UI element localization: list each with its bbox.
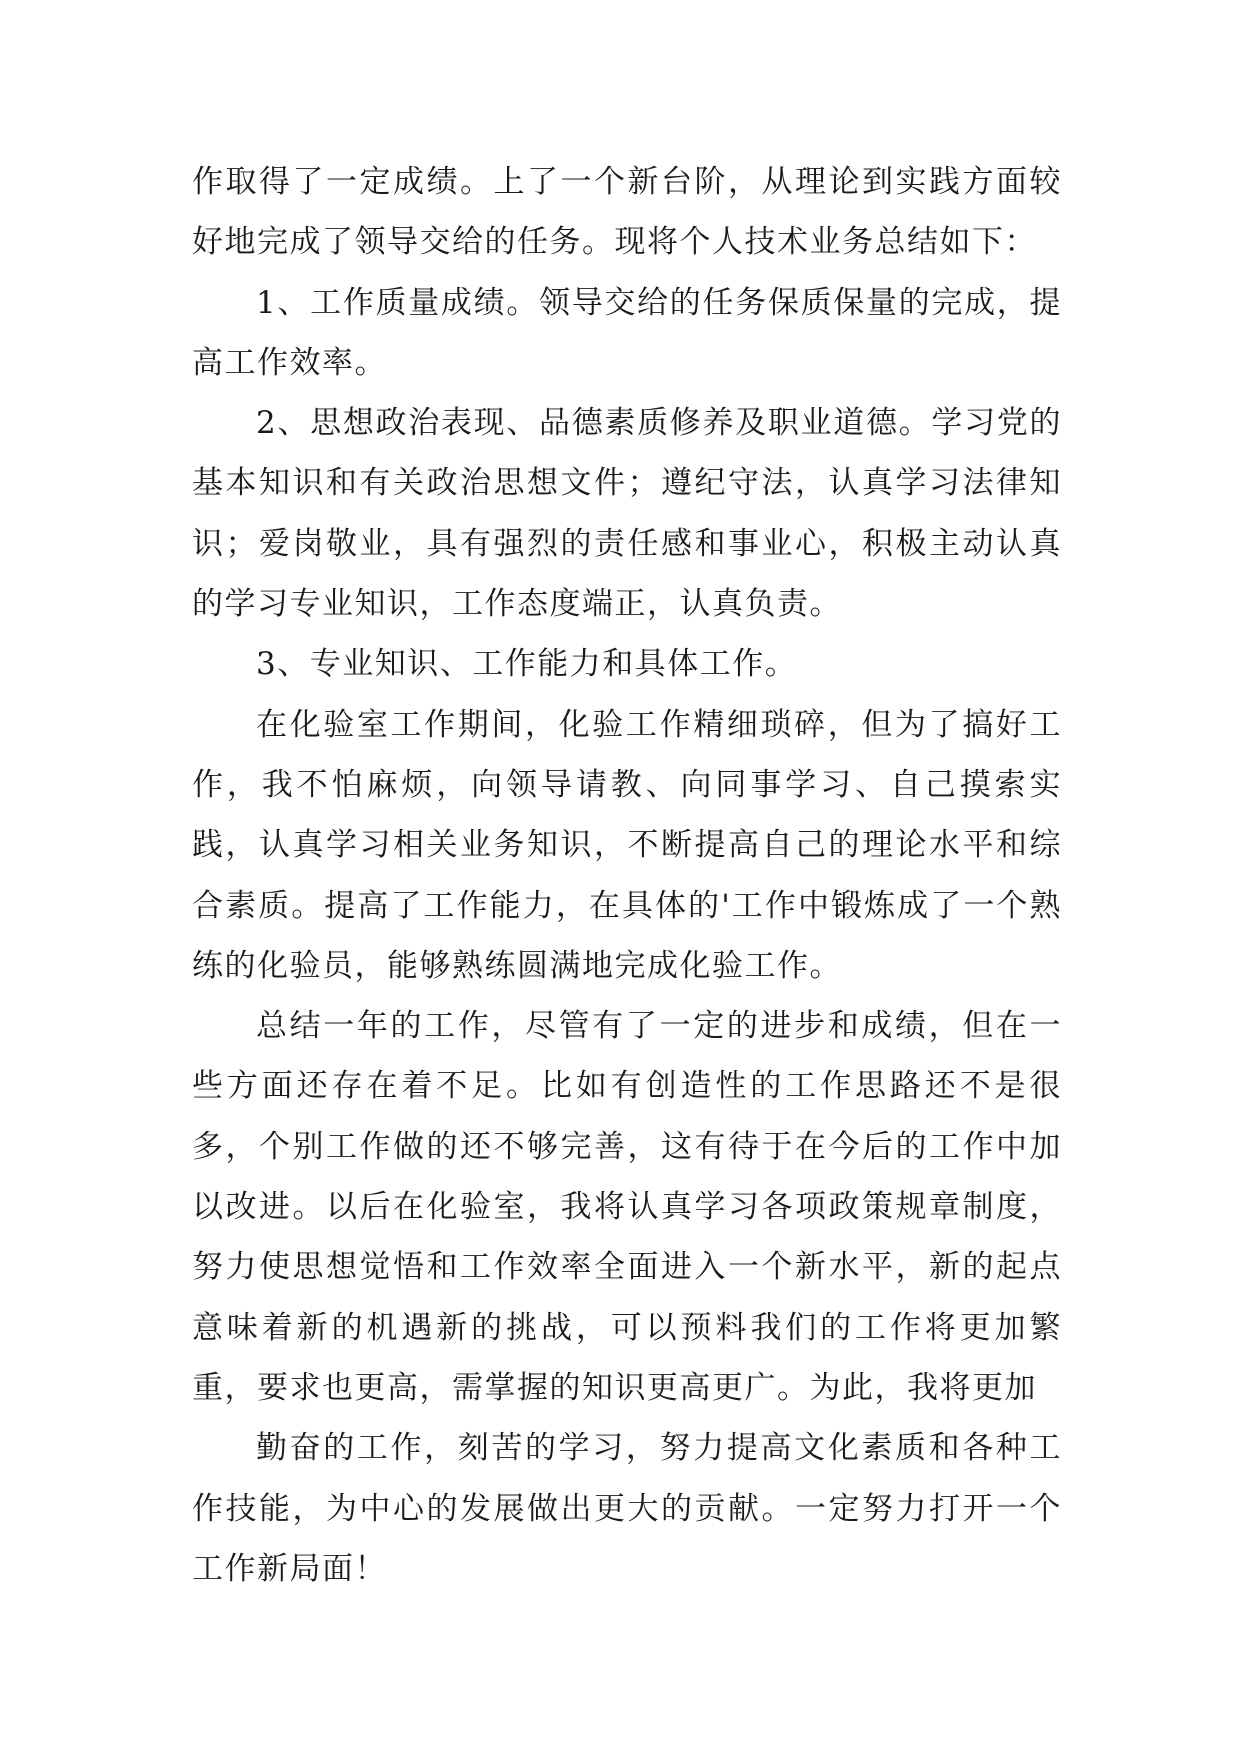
paragraph-closing: 勤奋的工作，刻苦的学习，努力提高文化素质和各种工作技能，为中心的发展做出更大的贡献。一定努力打开一个工作新局面！ xyxy=(192,1430,1062,1587)
paragraph-item-3: 3、专业知识、工作能力和具体工作。 xyxy=(256,646,798,683)
paragraph-lab-work: 在化验室工作期间，化验工作精细琐碎，但为了搞好工作，我不怕麻烦，向领导请教、向同事学习、自己摸索实践，认真学习相关业务知识，不断提高自己的理论水平和综合素质。提高了工作能力，在具体的'工作中锻炼成了一个熟练的化验员，能够熟练圆满地完成化验工作。 xyxy=(192,706,1062,984)
paragraph-continuation: 作取得了一定成绩。上了一个新台阶，从理论到实践方面较好地完成了领导交给的任务。现将个人技术业务总结如下： xyxy=(192,164,1062,261)
paragraph-summary: 总结一年的工作，尽管有了一定的进步和成绩，但在一些方面还存在着不足。比如有创造性的工作思路还不是很多，个别工作做的还不够完善，这有待于在今后的工作中加以改进。以后在化验室，我将认真学习各项政策规章制度，努力使思想觉悟和工作效率全面进入一个新水平，新的起点意味着新的机遇新的挑战，可以预料我们的工作将更加繁重，要求也更高，需掌握的知识更高更广。为此，我将更加 xyxy=(192,1008,1062,1406)
paragraph-item-1: 1、工作质量成绩。领导交给的任务保质保量的完成，提高工作效率。 xyxy=(192,284,1062,381)
paragraph-item-2: 2、思想政治表现、品德素质修养及职业道德。学习党的基本知识和有关政治思想文件；遵纪守法，认真学习法律知识；爱岗敬业，具有强烈的责任感和事业心，积极主动认真的学习专业知识，工作态度端正，认真负责。 xyxy=(192,405,1062,623)
document-body xyxy=(192,152,1062,1599)
